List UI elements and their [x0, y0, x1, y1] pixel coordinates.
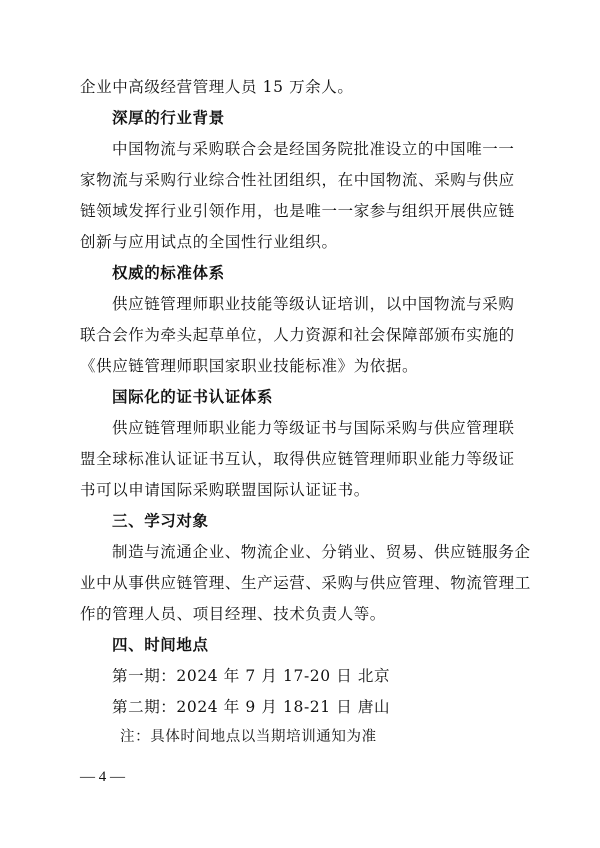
body-text-line: 制造与流通企业、物流企业、分销业、贸易、供应链服务企: [112, 543, 531, 561]
subheading-standard-system: 权威的标准体系: [112, 264, 225, 282]
subheading-certificate-system: 国际化的证书认证体系: [112, 388, 274, 406]
body-text-line: 联合会作为牵头起草单位，人力资源和社会保障部颁布实施的: [80, 326, 515, 344]
body-text-line: 业中从事供应链管理、生产运营、采购与供应管理、物流管理工: [80, 574, 531, 592]
body-text-line: 盟全球标准认证证书互认，取得供应链管理师职业能力等级证: [80, 450, 515, 468]
schedule-note: 注：具体时间地点以当期培训通知为准: [120, 729, 377, 745]
body-text-line: 中国物流与采购联合会是经国务院批准设立的中国唯一一: [112, 140, 515, 158]
schedule-session-2: 第二期：2024 年 9 月 18-21 日 唐山: [112, 698, 391, 716]
body-text-line: 家物流与采购行业综合性社团组织，在中国物流、采购与供应: [80, 171, 515, 189]
page-number: — 4 —: [80, 769, 125, 785]
section-heading-learning-targets: 三、学习对象: [112, 512, 209, 530]
schedule-session-1: 第一期：2024 年 7 月 17-20 日 北京: [112, 667, 391, 685]
body-text-line: 《供应链管理师职国家职业技能标准》为依据。: [80, 357, 419, 375]
body-text-line: 链领域发挥行业引领作用，也是唯一一家参与组织开展供应链: [80, 202, 515, 220]
body-text-line: 供应链管理师职业技能等级认证培训，以中国物流与采购: [112, 295, 515, 313]
body-text-line: 供应链管理师职业能力等级证书与国际采购与供应管理联: [112, 419, 515, 437]
body-text-line: 书可以申请国际采购联盟国际认证证书。: [80, 481, 370, 499]
body-text-line: 作的管理人员、项目经理、技术负责人等。: [80, 605, 386, 623]
subheading-industry-background: 深厚的行业背景: [112, 109, 225, 127]
body-text-line: 企业中高级经营管理人员 15 万余人。: [80, 78, 354, 96]
section-heading-time-location: 四、时间地点: [112, 636, 209, 654]
body-text-line: 创新与应用试点的全国性行业组织。: [80, 233, 338, 251]
